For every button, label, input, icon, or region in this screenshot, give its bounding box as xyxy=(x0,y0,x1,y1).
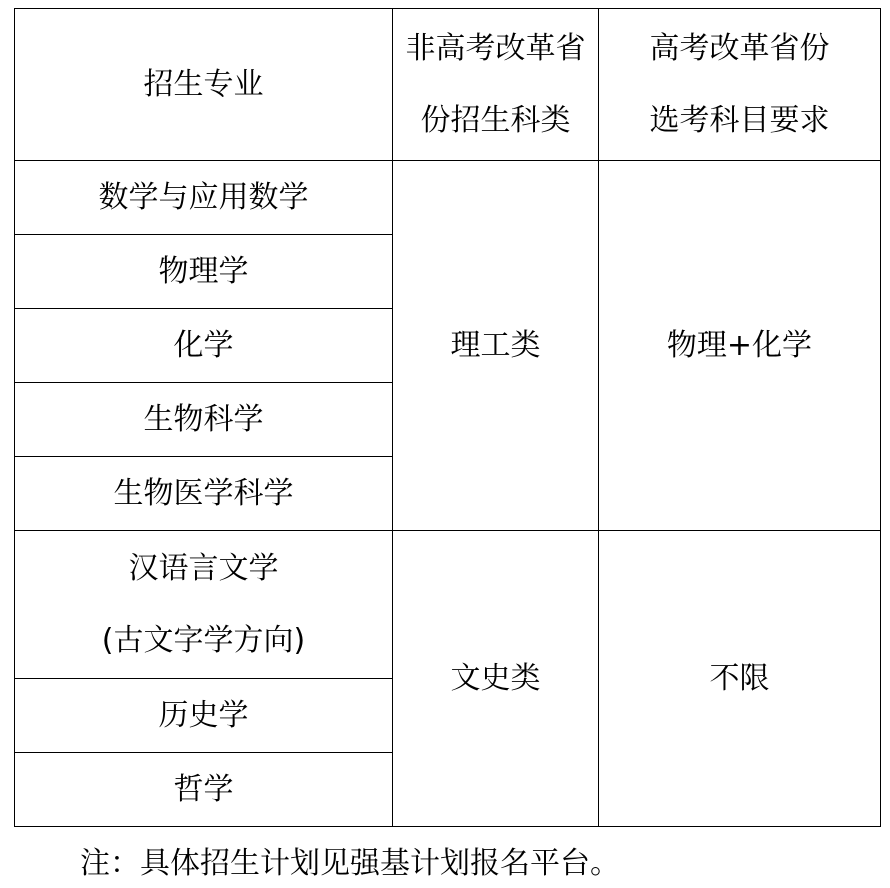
header-reform-line2: 选考科目要求 xyxy=(649,102,830,138)
admission-table xyxy=(14,8,881,827)
header-non-reform-line1: 非高考改革省 xyxy=(405,31,586,66)
category-cell: 文史类 xyxy=(393,531,599,827)
major-cell: 数学与应用数学 xyxy=(15,161,393,235)
requirement-cell: 不限 xyxy=(599,531,881,827)
major-cell: 化学 xyxy=(15,309,393,383)
major-cell: 生物医学科学 xyxy=(15,457,393,531)
major-cell: 哲学 xyxy=(15,753,393,827)
footnote: 注：具体招生计划见强基计划报名平台。 xyxy=(80,846,620,881)
category-cell: 理工类 xyxy=(393,161,599,531)
major-cell xyxy=(15,531,393,679)
header-non-reform-line2: 份招生科类 xyxy=(420,102,571,138)
header-reform xyxy=(599,9,881,161)
table-row xyxy=(15,161,881,235)
header-non-reform xyxy=(393,9,599,161)
header-reform-line1: 高考改革省份 xyxy=(649,31,830,66)
major-cell: 历史学 xyxy=(15,679,393,753)
major-subtitle: (古文字学方向) xyxy=(101,622,306,658)
header-major-label: 招生专业 xyxy=(143,66,264,102)
requirement-cell: 物理+化学 xyxy=(599,161,881,531)
major-cell: 物理学 xyxy=(15,235,393,309)
table-row xyxy=(15,531,881,679)
header-major xyxy=(15,9,393,161)
header-row xyxy=(15,9,881,161)
major-cell: 生物科学 xyxy=(15,383,393,457)
major-name: 汉语言文学 xyxy=(128,551,279,586)
